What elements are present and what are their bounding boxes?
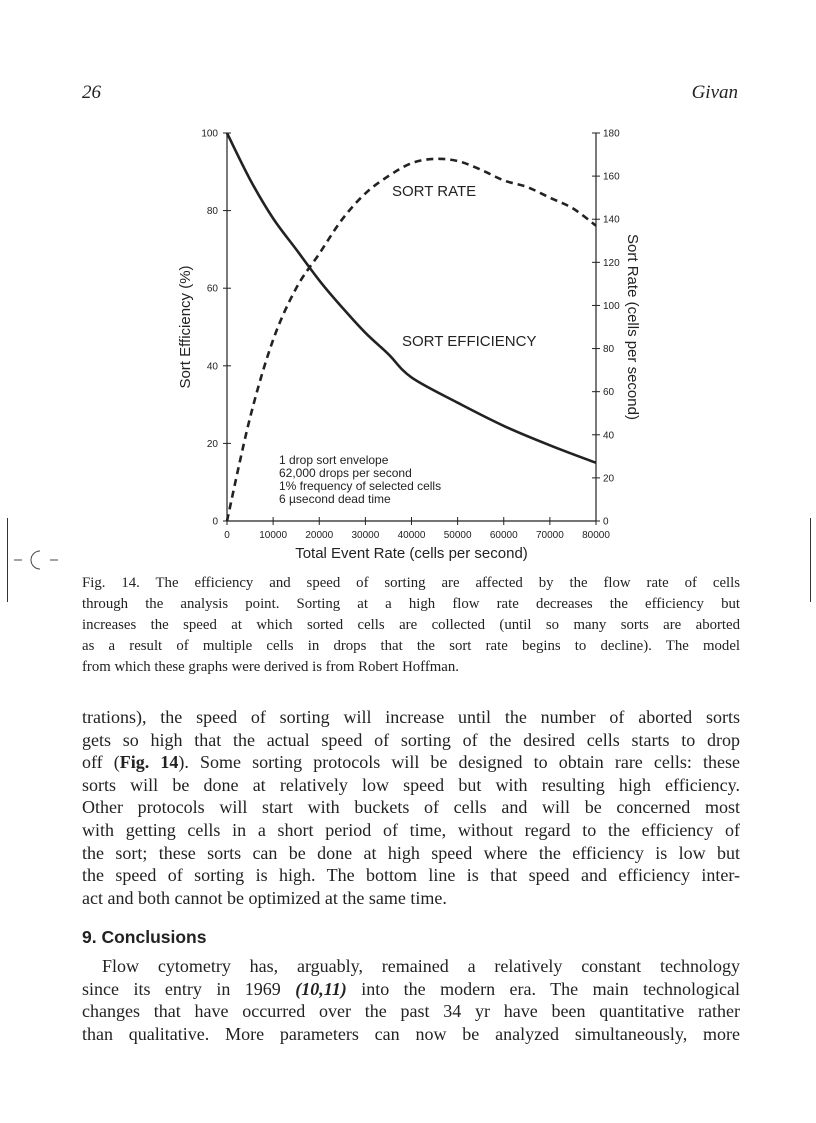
x-axis-title: Total Event Rate (cells per second) (295, 545, 528, 562)
chart-annotation-line: 62,000 drops per second (279, 466, 412, 480)
text-line (82, 978, 740, 1001)
text-line: with getting cells in a short period of time, without regard to the efficiency of (82, 819, 740, 840)
x-tick-label: 20000 (305, 530, 334, 541)
x-tick-label: 0 (224, 530, 230, 541)
crop-mark-left (7, 518, 8, 602)
text-line: act and both cannot be optimized at the same time. (82, 887, 447, 908)
y-left-tick-label: 40 (206, 361, 218, 373)
y-left-tick-label: 100 (201, 128, 218, 140)
body-paragraph-2 (82, 955, 740, 1045)
figure-reference: Fig. 14 (119, 752, 179, 773)
y-right-axis-title: Sort Rate (cells per second) (624, 234, 641, 420)
figure-caption (82, 573, 740, 678)
x-tick-label: 80000 (582, 530, 610, 541)
caption-line: Fig. 14. The efficiency and speed of sorting are affected by the flow rate of cells (82, 575, 740, 591)
x-tick-label: 50000 (443, 530, 472, 541)
y-right-tick-label: 40 (603, 430, 615, 442)
text-line: changes that have occurred over the past 34 yr have been quantitative rather (82, 1001, 740, 1022)
text-fragment: since its entry in 1969 (82, 978, 296, 999)
x-tick-label: 10000 (259, 530, 288, 541)
citation-reference: (10,11) (295, 978, 347, 999)
y-left-tick-label: 80 (206, 206, 218, 218)
y-right-tick-label: 20 (603, 473, 615, 485)
text-line (82, 751, 740, 774)
chart-annotation-line: 6 µsecond dead time (279, 492, 391, 506)
caption-line: from which these graphs were derived is from Robert Hoffman. (82, 659, 459, 675)
caption-line: increases the speed at which sorted cells are collected (until so many sorts are aborted (82, 617, 740, 633)
y-right-tick-label: 100 (603, 300, 620, 312)
text-fragment: ). Some sorting protocols will be designed to obtain rare cells: these (178, 752, 740, 773)
section-heading: 9. Conclusions (82, 927, 207, 947)
chart-annotation-line: 1 drop sort envelope (279, 453, 389, 467)
text-line: gets so high that the actual speed of sorting of the desired cells starts to drop (82, 729, 740, 750)
y-right-tick-label: 60 (603, 387, 615, 399)
body-paragraph-1 (82, 706, 740, 909)
y-right-tick-label: 160 (603, 171, 620, 183)
y-right-tick-label: 120 (603, 257, 620, 269)
y-left-tick-label: 0 (212, 516, 218, 528)
y-right-tick-label: 180 (603, 128, 620, 140)
text-fragment: off ( (82, 752, 120, 773)
text-line: Other protocols will start with buckets of cells and will be concerned most (82, 797, 740, 818)
y-left-axis-title: Sort Efficiency (%) (177, 265, 194, 389)
text-line: Flow cytometry has, arguably, remained a relatively constant technology (102, 956, 740, 976)
running-head-author: Givan (691, 82, 738, 103)
text-line: than qualitative. More parameters can now be analyzed simultaneously, more (82, 1023, 740, 1044)
y-left-tick-label: 60 (206, 283, 218, 295)
crop-mark-right (810, 518, 811, 602)
text-line: trations), the speed of sorting will increase until the number of aborted sorts (82, 707, 740, 727)
chart-text (177, 129, 641, 563)
page-number: 26 (82, 82, 101, 103)
x-tick-label: 40000 (397, 530, 426, 541)
text-line: sorts will be done at relatively low speed but with resulting high efficiency. (82, 774, 740, 795)
x-tick-label: 70000 (535, 530, 564, 541)
y-left-tick-label: 20 (206, 438, 218, 450)
sort-rate-label: SORT RATE (392, 183, 477, 200)
y-right-tick-label: 0 (603, 516, 609, 528)
y-right-tick-label: 80 (603, 344, 615, 356)
text-line: the speed of sorting is high. The bottom line is that speed and efficiency inter- (82, 865, 740, 886)
text-line: the sort; these sorts can be done at high speed where the efficiency is low but (82, 842, 740, 863)
chart-annotation-line: 1% frequency of selected cells (279, 479, 442, 493)
x-tick-label: 60000 (489, 530, 518, 541)
registration-mark (14, 548, 60, 572)
caption-line: as a result of multiple cells in drops that the sort rate begins to decline). The model (82, 638, 740, 654)
y-right-tick-label: 140 (603, 214, 620, 226)
sort-efficiency-label: SORT EFFICIENCY (402, 333, 537, 350)
text-fragment: into the modern era. The main technological (346, 978, 740, 999)
caption-line: through the analysis point. Sorting at a high flow rate decreases the efficiency but (82, 596, 740, 612)
x-tick-label: 30000 (351, 530, 380, 541)
